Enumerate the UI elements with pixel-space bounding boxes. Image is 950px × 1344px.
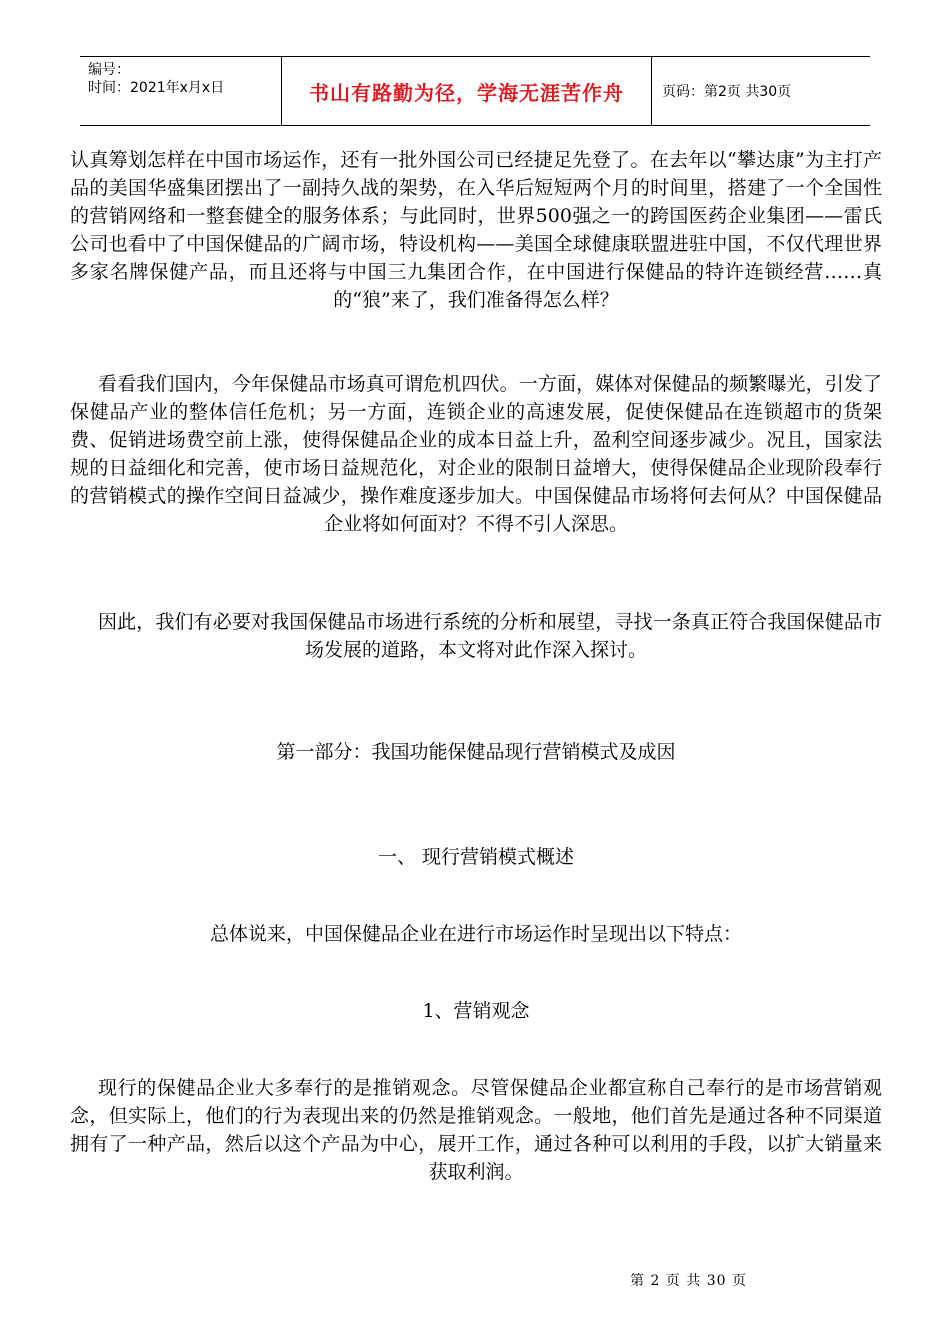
section-title: 第一部分：我国功能保健品现行营销模式及成因: [276, 741, 676, 763]
body-paragraph-3: 因此，我们有必要对我国保健品市场进行系统的分析和展望，寻找一条真正符合我国保健品市场发展的道路，本文将对此作深入探讨。: [98, 611, 882, 661]
subsection-title: 一、 现行营销模式概述: [377, 846, 575, 868]
page-footer: 第 2 页 共 30 页: [630, 1273, 747, 1289]
page-header: [80, 56, 870, 126]
header-page-cell: [652, 57, 870, 125]
header-motto-cell: [282, 57, 652, 125]
document-date-label: 时间：2021年x月x日: [88, 80, 225, 96]
document-number-label: 编号：: [88, 62, 130, 78]
body-paragraph-1: 认真筹划怎样在中国市场运作，还有一批外国公司已经捷足先登了。在去年以“攀达康”为主打产品的美国华盛集团摆出了一副持久战的架势，在入华后短短两个月的时间里，搭建了一个全国性的营销网络和一整套健全的服务体系；与此同时，世界500强之一的跨国医药企业集团——雷氏公司也看中了中国保健品的广阔市场，特设机构——美国全球健康联盟进驻中国，不仅代理世界多家名牌保健产品，而且还将与中国三九集团合作，在中国进行保健品的特许连锁经营……真的“狼”来了，我们准备得怎么样？: [70, 149, 882, 311]
header-page-number: 页码：第2页 共30页: [662, 84, 792, 100]
body-paragraph-2: 看看我们国内，今年保健品市场真可谓危机四伏。一方面，媒体对保健品的频繁曝光，引发了保健品产业的整体信任危机；另一方面，连锁企业的高速发展，促使保健品在连锁超市的货架费、促销进场费空前上涨，使得保健品企业的成本日益上升，盈利空间逐步减少。况且，国家法规的日益细化和完善，使市场日益规范化，对企业的限制日益增大，使得保健品企业现阶段奉行的营销模式的操作空间日益减少，操作难度逐步加大。中国保健品市场将何去何从？中国保健品企业将如何面对？不得不引人深思。: [70, 373, 882, 535]
body-paragraph-4: 现行的保健品企业大多奉行的是推销观念。尽管保健品企业都宣称自己奉行的是市场营销观念，但实际上，他们的行为表现出来的仍然是推销观念。一般地，他们首先是通过各种不同渠道拥有了一种产品，然后以这个产品为中心，展开工作，通过各种可以利用的手段，以扩大销量来获取利润。: [70, 1077, 882, 1183]
header-meta: [80, 57, 282, 125]
header-motto: 书山有路勤为径，学海无涯苦作舟: [309, 80, 624, 105]
item-title: 1、营销观念: [422, 1000, 530, 1022]
intro-line: 总体说来，中国保健品企业在进行市场运作时呈现出以下特点：: [209, 923, 742, 945]
